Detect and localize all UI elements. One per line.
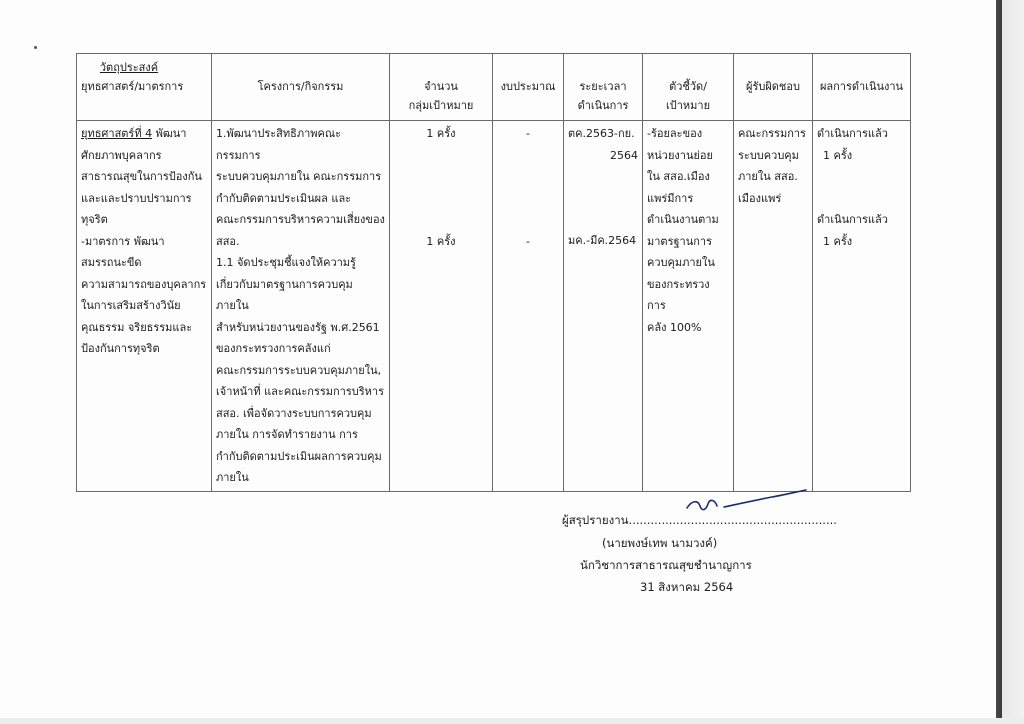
project-cell: [212, 121, 390, 492]
period-value-1b: 2564: [610, 148, 638, 162]
target-value-2: 1 ครั้ง: [426, 234, 456, 248]
strategy-cell: [77, 121, 212, 492]
period-cell: [564, 121, 643, 492]
responsible-text: คณะกรรมการ ระบบควบคุม ภายใน สสอ. เมืองแพร่: [738, 127, 806, 205]
header-period: ระยะเวลา ดำเนินการ: [564, 54, 643, 121]
result-value-1a: ดำเนินการแล้ว: [817, 127, 888, 140]
header-target: จำนวน กลุ่มเป้าหมาย: [390, 54, 493, 121]
reporter-line: ผู้สรุปรายงาน.........................................................: [562, 513, 837, 527]
reporter-name: (นายพงษ์เทพ นามวงค์): [602, 536, 718, 550]
header-indicator: ตัวชี้วัด/ เป้าหมาย: [643, 54, 734, 121]
header-objective-title: วัตถุประสงค์: [99, 61, 159, 74]
scan-speck: [34, 46, 37, 49]
result-value-2b: 1 ครั้ง: [823, 234, 853, 248]
header-project: โครงการ/กิจกรรม: [212, 54, 390, 121]
indicator-cell: [643, 121, 734, 492]
result-value-2a: ดำเนินการแล้ว: [817, 213, 888, 226]
header-objective: [77, 54, 212, 121]
result-value-1b: 1 ครั้ง: [823, 148, 853, 162]
scan-edge-right: [984, 0, 1024, 724]
strategy-label: ยุทธศาสตร์ที่ 4: [81, 127, 153, 140]
period-value-1a: ตค.2563-กย.: [568, 127, 635, 140]
result-cell: [813, 121, 911, 492]
header-objective-sub: ยุทธศาสตร์/มาตรการ: [81, 80, 184, 93]
budget-value-2: -: [526, 234, 530, 248]
report-table: [76, 53, 911, 492]
header-budget: งบประมาณ: [493, 54, 564, 121]
table-row: [77, 121, 911, 492]
report-date: 31 สิงหาคม 2564: [640, 580, 734, 594]
strategy-text: พัฒนา ศักยภาพบุคลากร สาธารณสุขในการป้องกัน และและปราบปรามการ ทุจริต -มาตรการ พัฒนา สมรรถนะขีด ความสามารถของบุคลากร ในการเสริมสร้างวินัย คุณธรรม จริยธรรมและ ป้องกันการทุจริต: [81, 127, 207, 355]
scan-edge-bottom: [0, 718, 1024, 724]
target-cell: [390, 121, 493, 492]
budget-cell: [493, 121, 564, 492]
header-row: [77, 54, 911, 121]
header-result: ผลการดำเนินงาน: [813, 54, 911, 121]
budget-value-1: -: [526, 127, 530, 140]
target-value-1: 1 ครั้ง: [426, 127, 456, 140]
header-responsible: ผู้รับผิดชอบ: [734, 54, 813, 121]
project-text: 1.พัฒนาประสิทธิภาพคณะกรรมการ ระบบควบคุมภายใน คณะกรรมการ กำกับติดตามประเมินผล และ คณะกรรมการบริหารความเสี่ยงของ สสอ. 1.1 จัดประชุมชี้แจงให้ความรู้ เกี่ยวกับมาตรฐานการควบคุมภายใน สำหรับหน่วยงานของรัฐ พ.ศ.2561 ของกระทรวงการคลังแก่ คณะกรรมการระบบควบคุมภายใน, เจ้าหน้าที่ และคณะกรรมการบริหาร สสอ. เพื่อจัดวางระบบการควบคุม ภายใน การจัดทำรายงาน การ กำกับติดตามประเมินผลการควบคุม ภายใน: [216, 127, 385, 484]
responsible-cell: [734, 121, 813, 492]
period-value-2: มค.-มีค.2564: [568, 234, 637, 247]
reporter-position: นักวิชาการสาธารณสุขชำนาญการ: [580, 558, 752, 572]
indicator-text: -ร้อยละของ หน่วยงานย่อย ใน สสอ.เมือง แพร่มีการ ดำเนินงานตาม มาตรฐานการ ควบคุมภายใน ของกระทรวง การ คลัง 100%: [647, 127, 719, 334]
